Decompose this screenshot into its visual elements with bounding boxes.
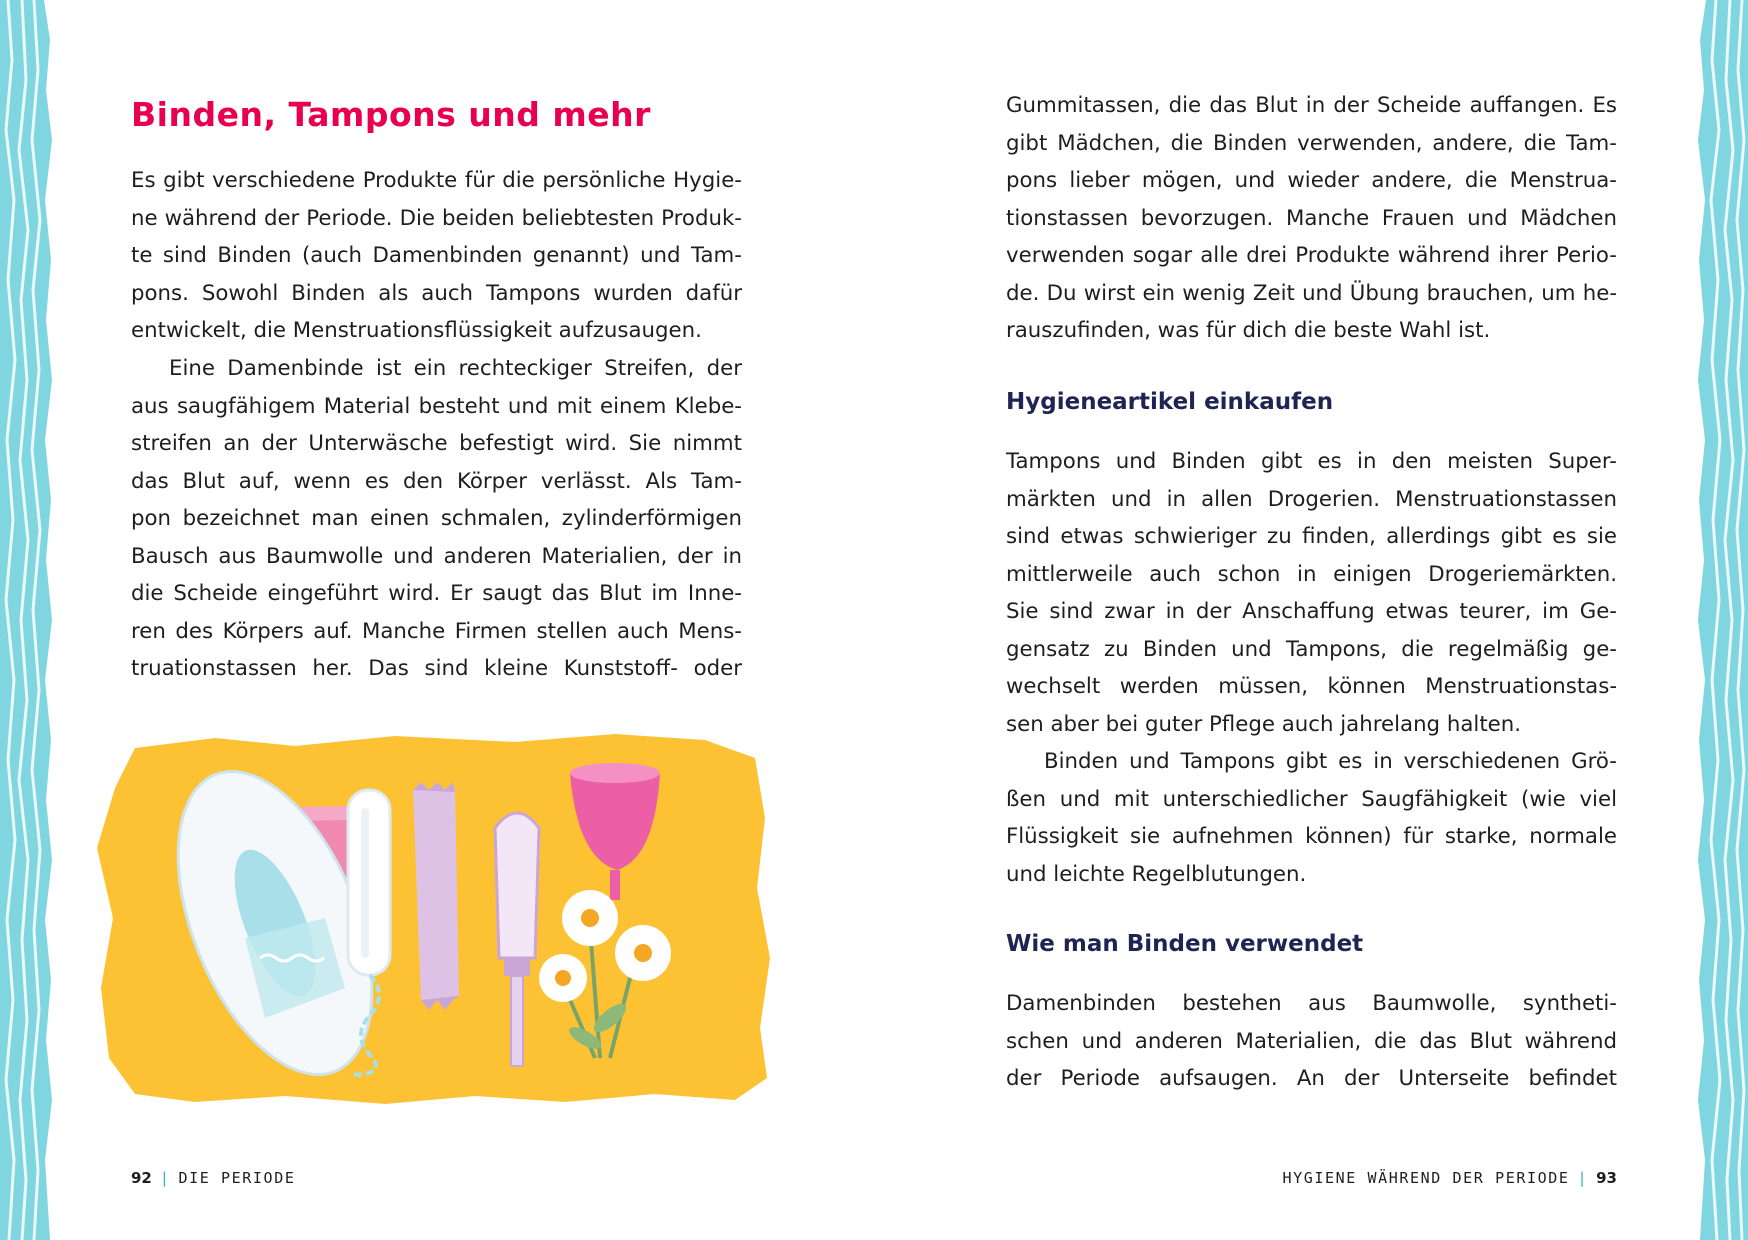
text-line: das Blut auf, wenn es den Körper verlässt. Als Tam- bbox=[131, 468, 742, 494]
right-border-decoration bbox=[1692, 0, 1748, 1240]
right-paragraph-4 bbox=[1006, 985, 1617, 1098]
text-line: tionstassen bevorzugen. Manche Frauen und Mädchen bbox=[1006, 205, 1617, 231]
text-line: Damenbinden bestehen aus Baumwolle, syntheti- bbox=[1006, 991, 1617, 1016]
text-line: Binden und Tampons gibt es in verschiedenen Grö- bbox=[1044, 749, 1617, 774]
page-number: 93 bbox=[1596, 1169, 1617, 1187]
right-paragraph-3 bbox=[1006, 743, 1617, 893]
text-line: sen aber bei guter Pflege auch jahrelang halten. bbox=[1006, 711, 1522, 737]
text-line: gensatz zu Binden und Tampons, die regelmäßig ge- bbox=[1006, 636, 1617, 662]
text-line: gibt Mädchen, die Binden verwenden, andere, die Tam- bbox=[1006, 130, 1617, 156]
right-paragraph-2 bbox=[1006, 443, 1617, 743]
text-line: Tampons und Binden gibt es in den meisten Super- bbox=[1006, 449, 1617, 474]
subheading-pads: Wie man Binden verwendet bbox=[1006, 931, 1364, 957]
left-footer: 92 | DIE PERIODE bbox=[131, 1169, 296, 1187]
text-line: verwenden sogar alle drei Produkte während ihrer Perio- bbox=[1006, 243, 1617, 268]
text-line: Flüssigkeit sie aufnehmen können) für starke, normale bbox=[1006, 824, 1617, 849]
text-line: und leichte Regelblutungen. bbox=[1006, 861, 1307, 887]
text-line: rauszufinden, was für dich die beste Wahl ist. bbox=[1006, 318, 1491, 343]
text-line: Bausch aus Baumwolle und anderen Materialien, der in bbox=[131, 543, 742, 569]
text-line: ßen und mit unterschiedlicher Saugfähigkeit (wie viel bbox=[1006, 786, 1617, 812]
text-line: de. Du wirst ein wenig Zeit und Übung brauchen, um he- bbox=[1006, 280, 1617, 306]
section-name: HYGIENE WÄHREND DER PERIODE bbox=[1282, 1169, 1570, 1187]
text-line: ne während der Periode. Die beiden beliebtesten Produk- bbox=[131, 205, 742, 231]
text-line: entwickelt, die Menstruationsflüssigkeit aufzusaugen. bbox=[131, 318, 702, 343]
text-line: Eine Damenbinde ist ein rechteckiger Streifen, der bbox=[169, 356, 742, 381]
text-line: Sie sind zwar in der Anschaffung etwas teurer, im Ge- bbox=[1006, 599, 1617, 624]
text-line: die Scheide eingeführt wird. Er saugt das Blut im Inne- bbox=[131, 581, 742, 606]
text-line: pons lieber mögen, und wieder andere, die Menstrua- bbox=[1006, 168, 1617, 193]
text-line: Gummitassen, die das Blut in der Scheide auffangen. Es bbox=[1006, 93, 1617, 118]
section-name: DIE PERIODE bbox=[178, 1169, 296, 1187]
text-line: ren des Körpers auf. Manche Firmen stellen auch Mens- bbox=[131, 618, 742, 644]
left-paragraph-2 bbox=[131, 350, 742, 688]
text-line: te sind Binden (auch Damenbinden genannt) und Tam- bbox=[131, 243, 742, 268]
text-line: Es gibt verschiedene Produkte für die persönliche Hygie- bbox=[131, 168, 742, 193]
hygiene-products-illustration bbox=[95, 728, 785, 1108]
text-line: pons. Sowohl Binden als auch Tampons wurden dafür bbox=[131, 280, 742, 306]
text-line: märkten und in allen Drogerien. Menstruationstassen bbox=[1006, 486, 1617, 512]
text-line: pon bezeichnet man einen schmalen, zylinderförmigen bbox=[131, 506, 742, 531]
text-line: der Periode aufsaugen. An der Unterseite befindet bbox=[1006, 1066, 1617, 1091]
text-line: streifen an der Unterwäsche befestigt wird. Sie nimmt bbox=[131, 431, 742, 456]
text-line: truationstassen her. Das sind kleine Kunststoff- oder bbox=[131, 656, 742, 681]
page-title: Binden, Tampons und mehr bbox=[131, 95, 651, 134]
text-line: aus saugfähigem Material besteht und mit einem Klebe- bbox=[131, 393, 742, 419]
page-number: 92 bbox=[131, 1169, 152, 1187]
right-paragraph-1 bbox=[1006, 87, 1617, 350]
left-border-decoration bbox=[0, 0, 60, 1240]
text-line: mittlerweile auch schon in einigen Drogeriemärkten. bbox=[1006, 561, 1617, 587]
right-footer: HYGIENE WÄHREND DER PERIODE | 93 bbox=[1282, 1169, 1617, 1187]
text-line: sind etwas schwieriger zu finden, allerdings gibt es sie bbox=[1006, 524, 1617, 549]
text-line: wechselt werden müssen, können Menstruationstas- bbox=[1006, 674, 1617, 699]
subheading-shopping: Hygieneartikel einkaufen bbox=[1006, 389, 1334, 415]
left-paragraph-1 bbox=[131, 162, 742, 350]
text-line: schen und anderen Materialien, die das Blut während bbox=[1006, 1028, 1617, 1054]
